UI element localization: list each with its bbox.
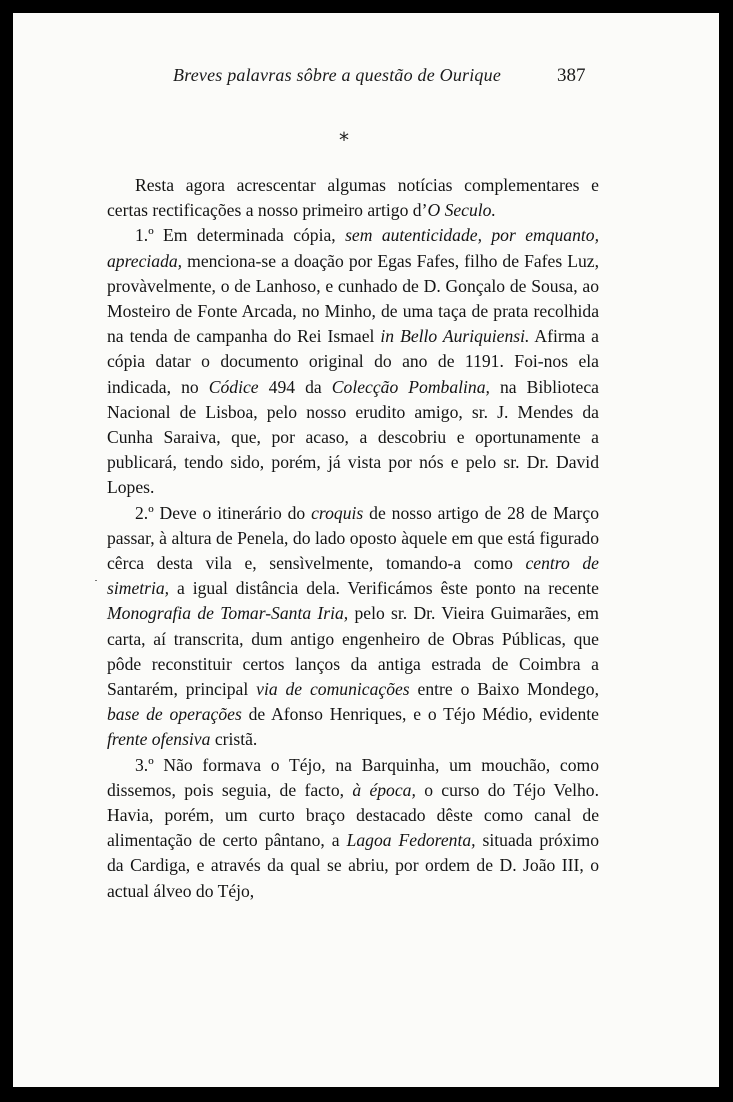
italic-run: via de comunicações <box>256 679 410 700</box>
body-text <box>107 173 599 904</box>
text-run: de nosso artigo de 28 de Março passar, à altura de Penela, do lado oposto àquele em que está figurado cêrca desta vila e, sensìvelmente, tomando-a como <box>107 502 599 574</box>
italic-run: centro de simetria, <box>107 553 599 599</box>
text-run: menciona-se a doação por Egas Fafes, filho de Fafes Luz, provàvelmente, o de Lanhoso, e cunhado de D. Gonçalo de Sousa, ao Mosteiro de Fonte Arcada, no Minho, de uma taça de prata recolhida na tenda de campanha do Rei Ismael <box>107 250 599 347</box>
text-run: 2.º Deve o itinerário do <box>135 502 312 523</box>
paragraph-item-1 <box>107 223 599 500</box>
text-run: Afirma a cópia datar o documento original do ano de 1191. Foi-nos ela indicada, no <box>107 326 599 397</box>
text-run: na Biblioteca Nacional de Lisboa, pelo nosso erudito amigo, sr. J. Mendes da Cunha Saraiva, que, por acaso, a descobriu e oportunamente a publicará, tendo sido, porém, já vista por nós e pelo sr. Dr. David Lopes. <box>107 376 599 498</box>
italic-run: sem autenticidade, por emquanto, apreciada, <box>107 225 599 271</box>
italic-run: Colecção Pombalina, <box>331 376 490 397</box>
text-run: 494 da <box>258 376 332 397</box>
italic-run: à época, <box>352 779 416 800</box>
text-run: o curso do Téjo Velho. Havia, porém, um curto braço destacado dêste como canal de alimentação de certo pântano, a <box>107 779 600 851</box>
text-run: de Afonso Henriques, e o Téjo Médio, evidente <box>241 704 599 725</box>
text-run: 1.º Em determinada cópia, <box>135 225 346 246</box>
paragraph-intro <box>107 173 599 223</box>
text-run: 3.º Não formava o Téjo, na Barquinha, um mouchão, como dissemos, pois seguia, de facto, <box>107 754 599 800</box>
italic-run: O Seculo. <box>427 200 496 221</box>
text-run: a igual distância dela. Verificámos êste ponto na recente <box>169 578 599 599</box>
italic-run: Códice <box>208 376 259 397</box>
italic-run: base de operações <box>107 704 242 725</box>
italic-run: in Bello Auriquiensi. <box>380 326 530 347</box>
paragraph-item-2 <box>107 501 599 753</box>
text-run: entre o Baixo Mondego, <box>409 679 600 700</box>
text-run: pelo sr. Dr. Vieira Guimarães, em carta, aí transcrita, dum antigo engenheiro de Obras Públicas, que pôde reconstituir certos lanços da antiga estrada de Coimbra a Santarém, principal <box>107 603 599 700</box>
text-run: Resta agora acrescentar algumas notícias complementares e certas rectificações a nosso primeiro artigo d’ <box>107 175 599 221</box>
asterisk-ornament: * <box>339 128 349 152</box>
italic-run: frente ofensiva <box>107 729 211 750</box>
text-run: situada próximo da Cardiga, e através da qual se abriu, por ordem de D. João III, o actual álveo do Téjo, <box>107 830 599 901</box>
running-head <box>13 63 719 93</box>
running-title: Breves palavras sôbre a questão de Ourique <box>173 65 502 85</box>
document-page <box>13 13 719 1087</box>
italic-run: Lagoa Fedorenta, <box>346 830 476 851</box>
text-run: cristã. <box>210 729 258 750</box>
paragraph-item-3 <box>107 753 599 904</box>
italic-run: Monografia de Tomar-Santa Iria, <box>107 603 349 624</box>
margin-speck <box>95 580 97 581</box>
page-number: 387 <box>557 65 586 86</box>
italic-run: croquis <box>311 502 364 523</box>
